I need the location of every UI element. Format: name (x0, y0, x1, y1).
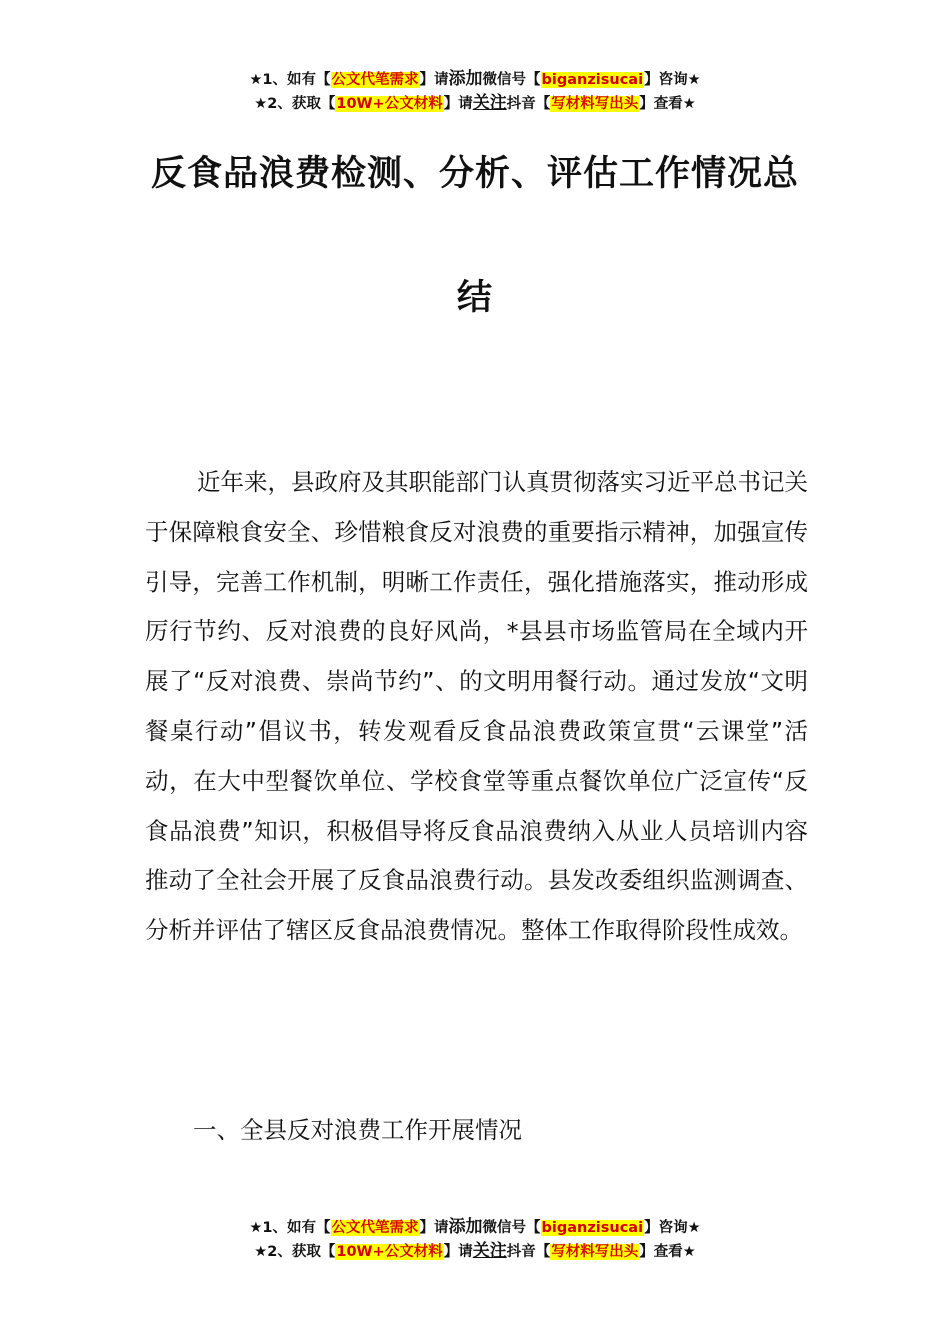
promo-highlight: 公文代笔需求 (331, 72, 419, 88)
promo-text: 抖音【 (506, 96, 551, 112)
promo-text: 】请 (419, 1220, 449, 1236)
promo-text: 抖音【 (506, 1244, 551, 1260)
promo-text: 】查看★ (639, 1244, 696, 1260)
promo-text: ★2、获取【 (254, 96, 336, 112)
promo-header (0, 68, 950, 116)
promo-emphasis: 关注 (472, 1241, 507, 1261)
promo-footer (0, 1216, 950, 1264)
promo-highlight: biganzisucai (541, 72, 644, 88)
promo-text: 】请 (443, 96, 473, 112)
promo-text: 】请 (443, 1244, 473, 1260)
promo-highlight: 写材料写出头 (551, 96, 639, 112)
promo-text: ★1、如有【 (249, 1220, 331, 1236)
promo-highlight: 写材料写出头 (551, 1244, 639, 1260)
promo-highlight: 10W+公文材料 (336, 1244, 443, 1260)
promo-text: 】查看★ (639, 96, 696, 112)
promo-highlight: biganzisucai (541, 1220, 644, 1236)
promo-emphasis: 添加 (448, 69, 483, 89)
document-title-line-2: 结 (456, 278, 493, 318)
promo-line-1 (0, 1216, 950, 1240)
section-heading: 一、全县反对浪费工作开展情况 (193, 1116, 522, 1144)
promo-line-2 (0, 92, 950, 116)
promo-highlight: 公文代笔需求 (331, 1220, 419, 1236)
promo-line-2 (0, 1240, 950, 1264)
promo-text: 微信号【 (482, 72, 541, 88)
promo-text: 】咨询★ (644, 72, 701, 88)
promo-text: ★1、如有【 (249, 72, 331, 88)
promo-line-1 (0, 68, 950, 92)
promo-text: 】请 (419, 72, 449, 88)
promo-text: 】咨询★ (644, 1220, 701, 1236)
promo-emphasis: 关注 (472, 93, 507, 113)
promo-text: 微信号【 (482, 1220, 541, 1236)
body-paragraph: 近年来，县政府及其职能部门认真贯彻落实习近平总书记关于保障粮食安全、珍惜粮食反对浪费的重要指示精神，加强宣传引导，完善工作机制，明晰工作责任，强化措施落实，推动形成厉行节约、反对浪费的良好风尚，*县县市场监管局在全域内开展了“反对浪费、崇尚节约”、的文明用餐行动。通过发放“文明餐桌行动”倡议书，转发观看反食品浪费政策宣贯“云课堂”活动，在大中型餐饮单位、学校食堂等重点餐饮单位广泛宣传“反食品浪费”知识，积极倡导将反食品浪费纳入从业人员培训内容推动了全社会开展了反食品浪费行动。县发改委组织监测调查、分析并评估了辖区反食品浪费情况。整体工作取得阶段性成效。 (145, 468, 808, 945)
promo-highlight: 10W+公文材料 (336, 96, 443, 112)
promo-emphasis: 添加 (448, 1217, 483, 1237)
document-title-line-1: 反食品浪费检测、分析、评估工作情况总 (150, 154, 799, 194)
promo-text: ★2、获取【 (254, 1244, 336, 1260)
